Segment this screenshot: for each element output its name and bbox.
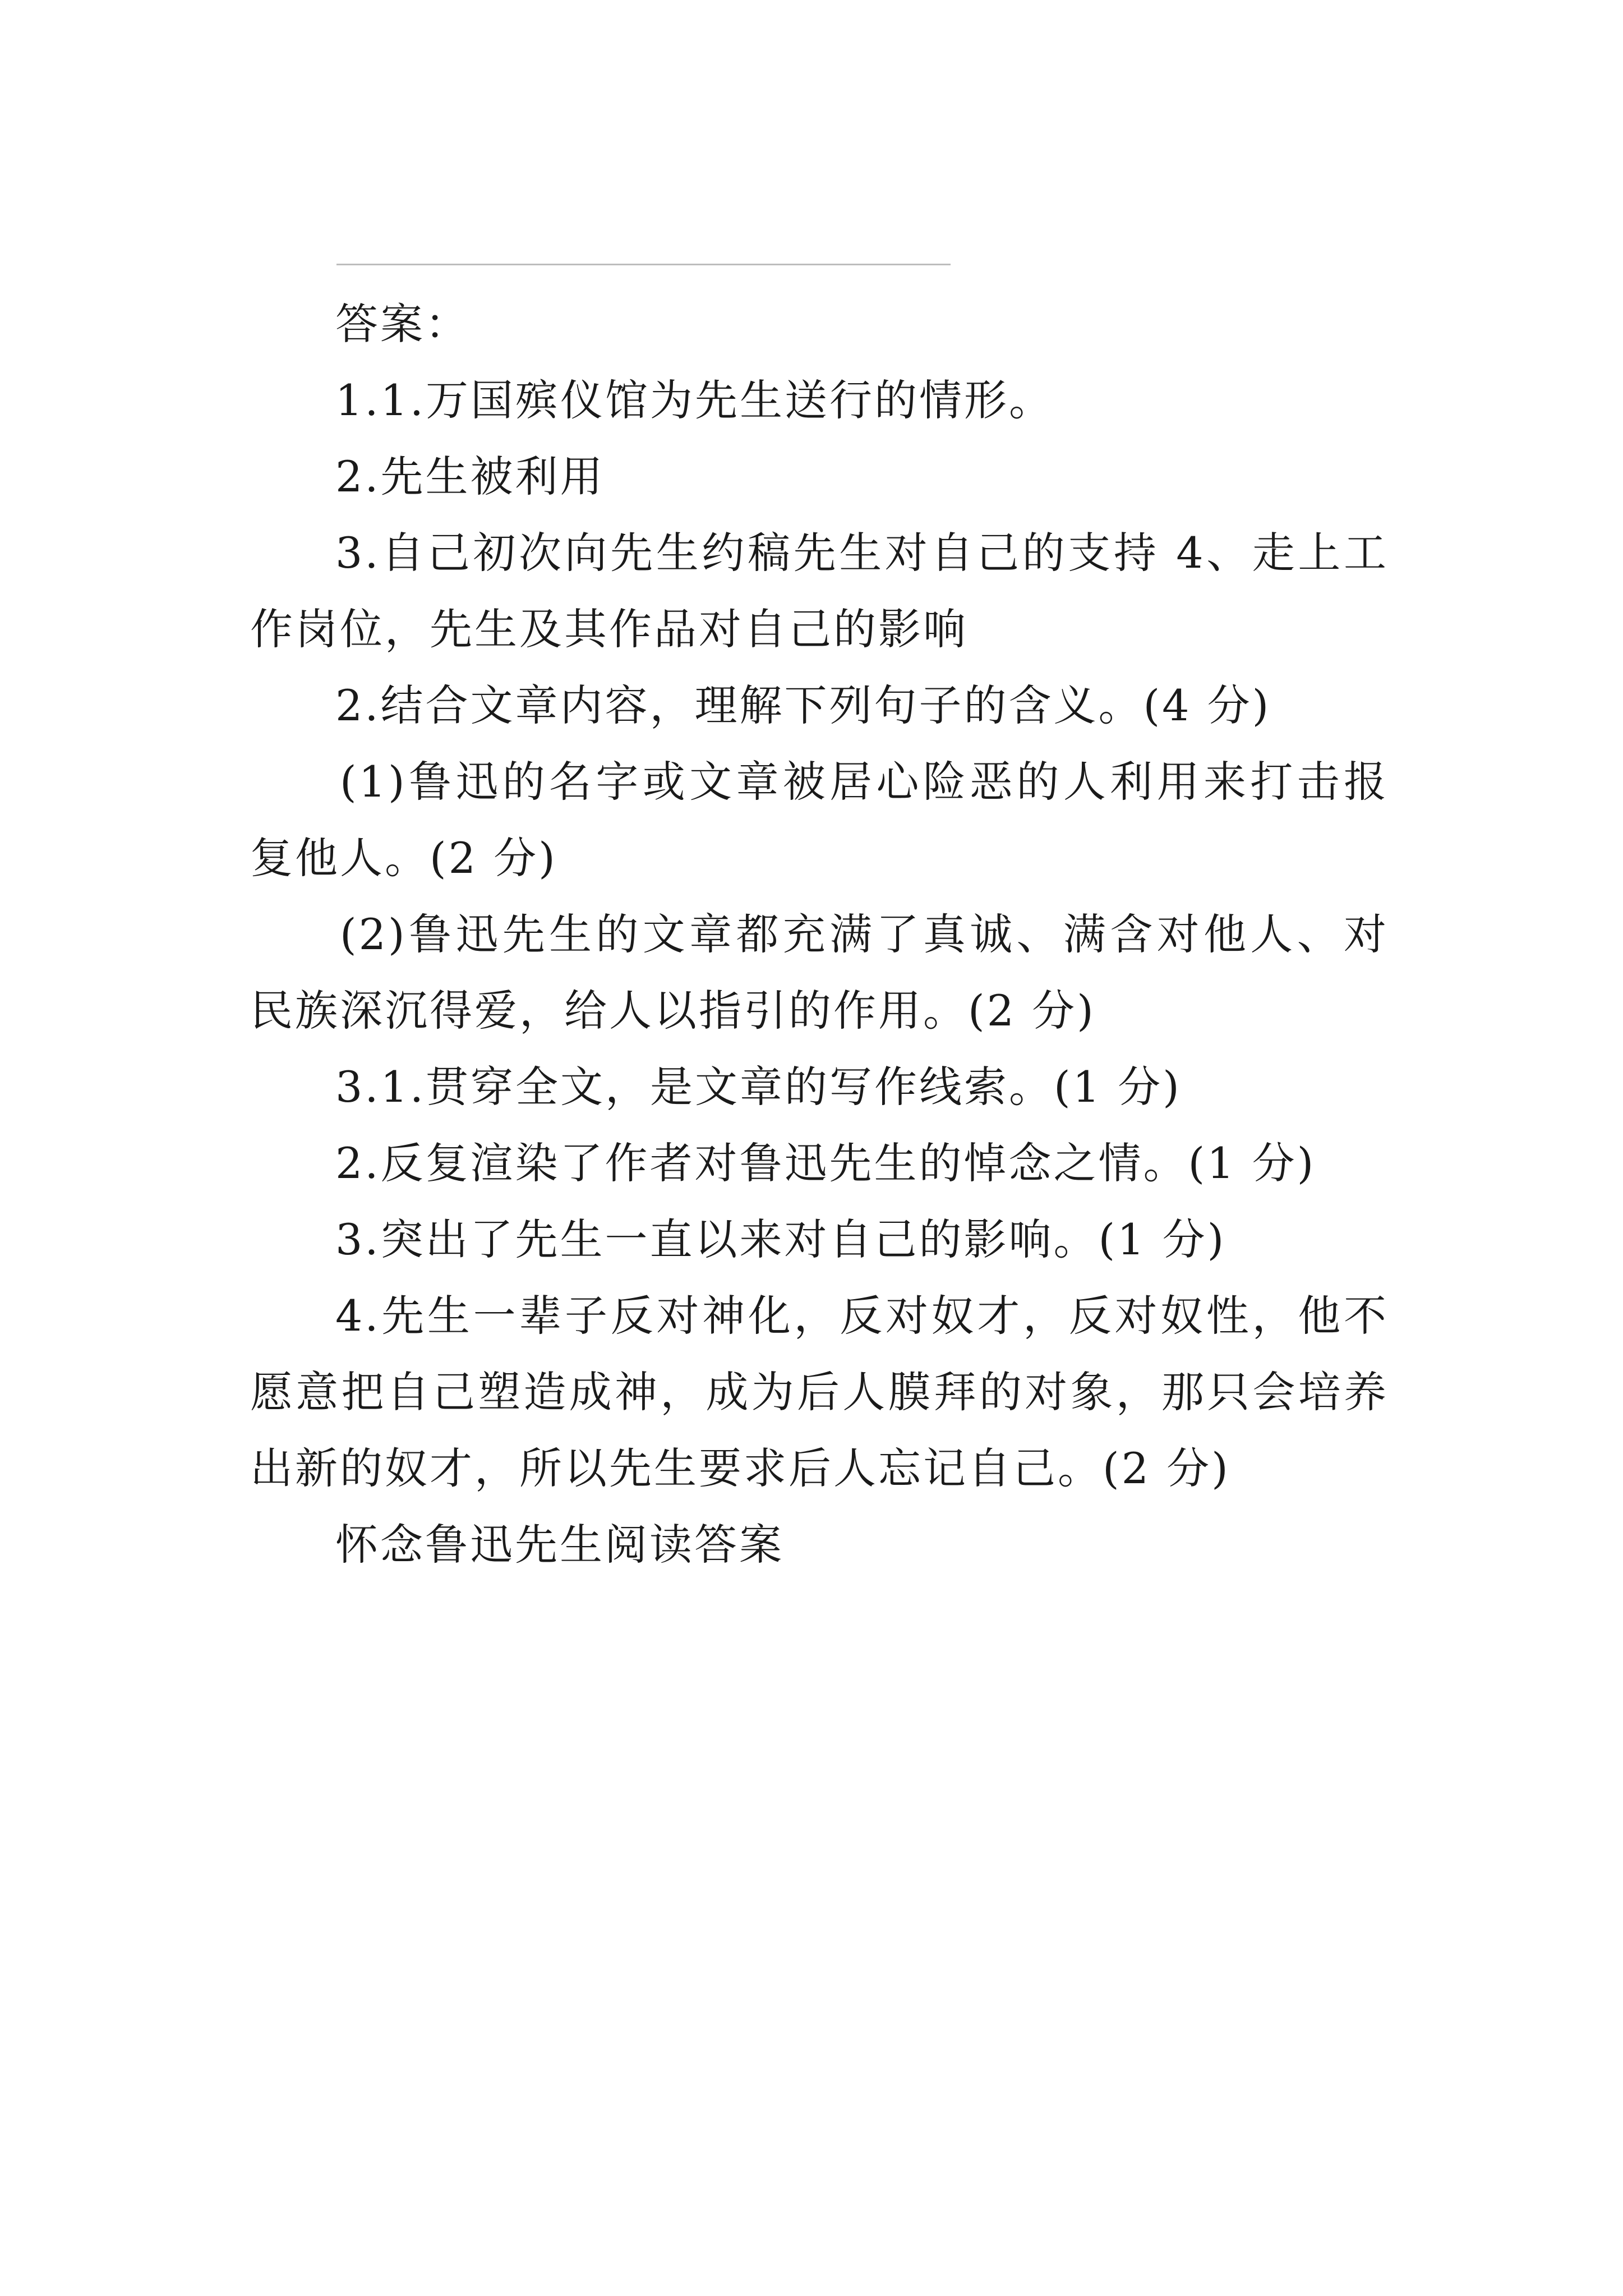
answer-3-3: 3.突出了先生一直以来对自己的影响。(1 分) xyxy=(335,1214,1227,1264)
answer-2-2: (2)鲁迅先生的文章都充满了真诚、满含对他人、对民族深沉得爱，给人以指引的作用。(2 分) xyxy=(250,909,1389,1036)
header-divider xyxy=(336,264,951,265)
answer-1-2: 2.先生被利用 xyxy=(335,452,605,501)
answer-3-2: 2.反复渲染了作者对鲁迅先生的悼念之情。(1 分) xyxy=(335,1138,1316,1188)
document-footer-title: 怀念鲁迅先生阅读答案 xyxy=(335,1520,784,1570)
answer-4: 4.先生一辈子反对神化，反对奴才，反对奴性，他不愿意把自己塑造成神，成为后人膜拜的对象，那只会培养出新的奴才，所以先生要求后人忘记自己。(2 分) xyxy=(250,1291,1389,1493)
answer-text-body xyxy=(250,286,1389,1583)
question-2-prompt: 2.结合文章内容，理解下列句子的含义。(4 分) xyxy=(335,680,1271,730)
answer-2-1: (1)鲁迅的名字或文章被居心险恶的人利用来打击报复他人。(2 分) xyxy=(250,757,1389,883)
answer-3-1: 3.1.贯穿全文，是文章的写作线索。(1 分) xyxy=(335,1062,1182,1112)
answer-1-1: 1.1.万国殡仪馆为先生送行的情形。 xyxy=(335,375,1054,425)
answer-1-3: 3.自己初次向先生约稿先生对自己的支持 4、走上工作岗位，先生及其作品对自己的影响 xyxy=(250,528,1389,654)
answer-heading: 答案： xyxy=(335,299,470,349)
